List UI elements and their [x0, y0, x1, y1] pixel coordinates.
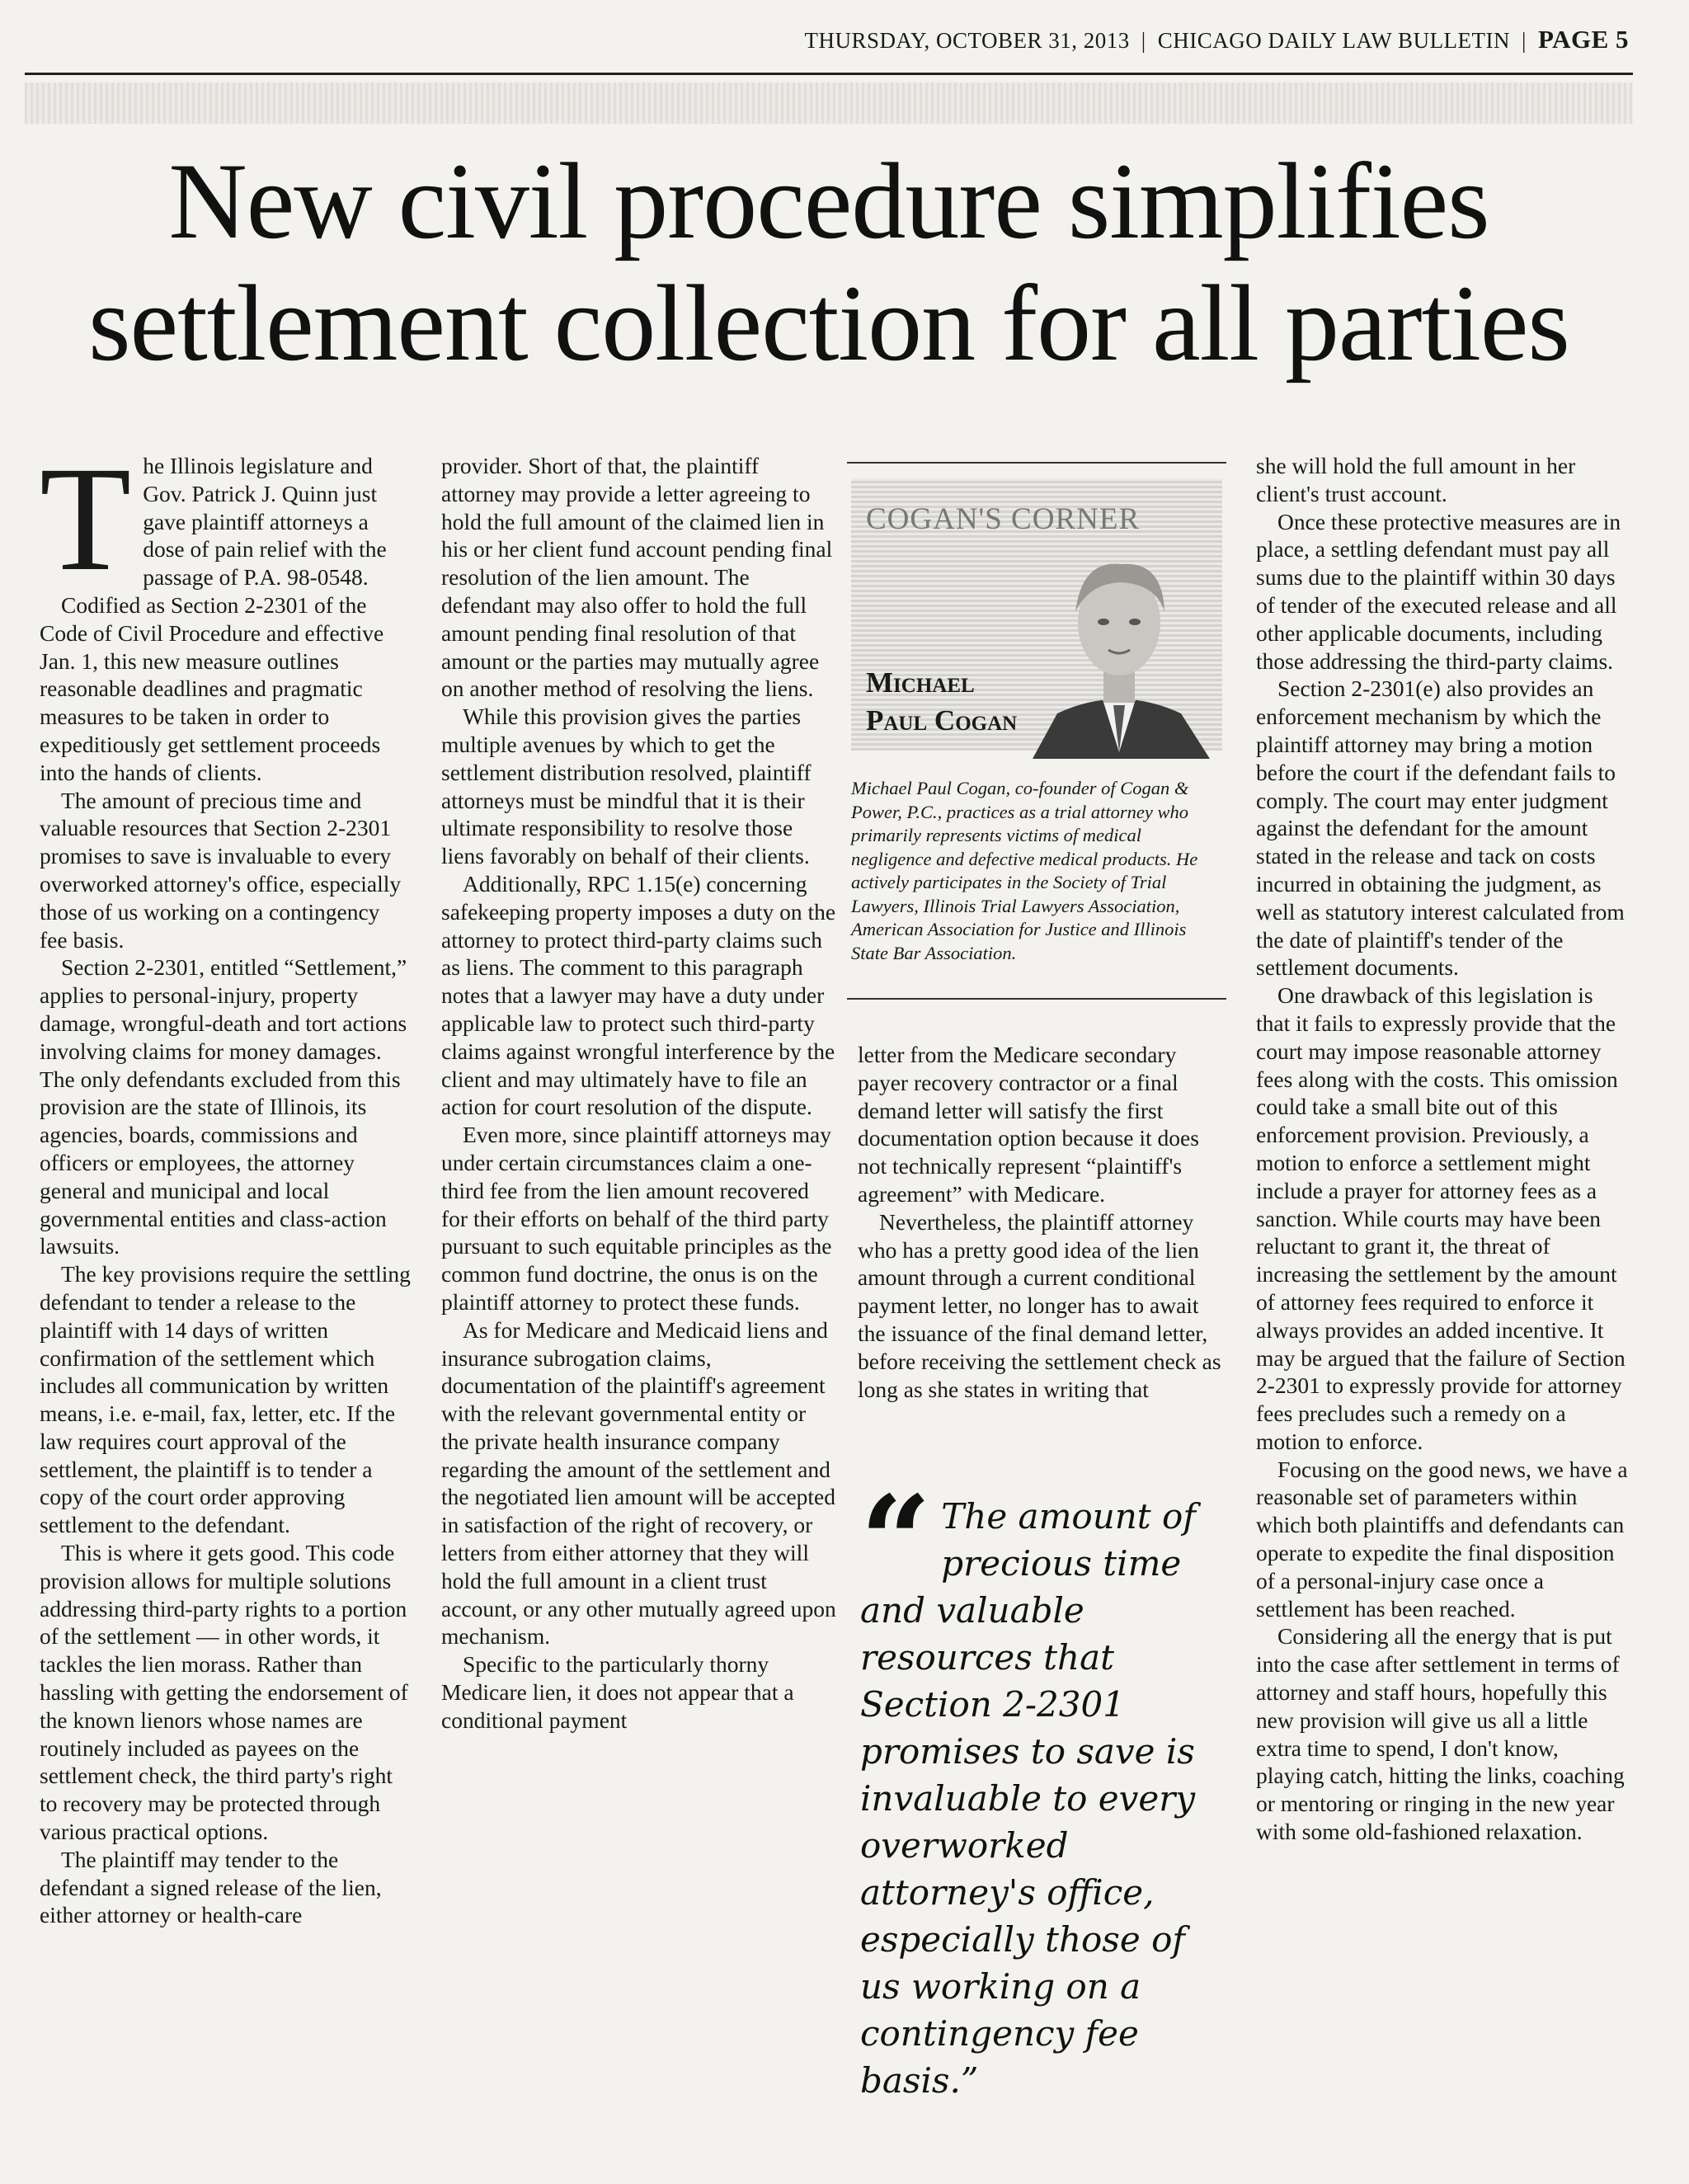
paragraph: Considering all the energy that is put into the case after settlement in terms of attorney and staff hours, hopefully this new provision will give us all a little extra time to spend, I don't know, playing catch, hitting the links, coaching or mentoring or ringing in the new year with some old-fashioned relaxation.: [1256, 1623, 1625, 1845]
paragraph: The amount of precious time and valuable resources that Section 2-2301 promises to save is invaluable to every overworked attorney's office, especially those of us working on a contingency fee basis.: [40, 787, 402, 953]
article-column-4: [1256, 452, 1631, 2180]
author-photo-panel: [851, 478, 1222, 751]
headline-line-2: settlement collection for all parties: [88, 262, 1569, 384]
pull-quote-text: The amount of precious time and valuable resources that Section 2-2301 promises to save is invaluable to every overworked attorney's office, especially those of us working on a contingency fee basis.”: [860, 1496, 1196, 2101]
halftone-band: [25, 82, 1633, 124]
author-name: Michael Paul Cogan: [866, 666, 1018, 737]
masthead: THURSDAY, OCTOBER 31, 2013 | CHICAGO DAILY LAW BULLETIN | PAGE 5: [804, 25, 1629, 54]
masthead-page: PAGE 5: [1537, 25, 1629, 54]
paragraph: Additionally, RPC 1.15(e) concerning safekeeping property imposes a duty on the attorney to protect third-party claims such as liens. The comment to this paragraph notes that a lawyer may have a duty under applicable law to protect such third-party claims against wrongful interference by the client and may ultimately have to file an action for court resolution of the dispute.: [441, 870, 836, 1120]
paragraph: The Illinois legislature and Gov. Patrick J. Quinn just gave plaintiff attorneys a dose of pain relief with the passage of P.A. 98-0548.: [40, 452, 387, 602]
quote-mark-icon: “: [860, 1469, 932, 1614]
paragraph: Section 2-2301(e) also provides an enforcement mechanism by which the plaintiff attorney may bring a motion before the court if the defendant fails to comply. The court may enter judgment against the defendant for the amount stated in the release and tack on costs incurred in obtaining the judgment, as well as statutory interest calculated from the date of plaintiff's tender of the settlement documents.: [1256, 675, 1625, 981]
masthead-rule: [25, 73, 1633, 75]
paragraph: This is where it gets good. This code provision allows for multiple solutions addressing third-party rights to a portion of the settlement — in other words, it tackles the lien morass. Rather than hassling with getting the endorsement of the known lienors whose names are routinely included as payees on the settlement check, the third party's right to recovery may be protected through various practical options.: [40, 1540, 408, 1845]
author-portrait-icon: [1024, 536, 1214, 759]
pull-quote: [860, 1469, 1227, 2169]
author-bio: Michael Paul Cogan, co-founder of Cogan & Power, P.C., practices as a trial attorney who primarily represents victims of medical negligence and defective medical products. He actively participates in the Society of Trial Lawyers, Illinois Trial Lawyers Association, American Association for Justice and Illinois State Bar Association.: [851, 778, 1198, 963]
paragraph: One drawback of this legislation is that it fails to expressly provide that the court may impose reasonable attorney fees along with the costs. This omission could take a small bite out of this enforcement provision. Previously, a motion to enforce a settlement might include a prayer for attorney fees as a sanction. While courts may have been reluctant to grant it, the threat of increasing the settlement by the amount of attorney fees required to enforce it always provides an added incentive. It may be argued that the failure of Section 2-2301 to expressly provide for attorney fees precludes such a remedy on a motion to enforce.: [1256, 982, 1625, 1454]
drop-cap: T: [40, 452, 132, 602]
paragraph: Focusing on the good news, we have a reasonable set of parameters within which both plaintiffs and defendants can operate to expedite the final disposition of a personal-injury case once a settlement has been reached.: [1256, 1456, 1628, 1622]
headline-line-1: New civil procedure simplifies: [168, 140, 1489, 261]
article-column-1: [40, 452, 412, 2180]
article-column-3: [858, 1041, 1227, 1478]
column-label: COGAN'S CORNER: [866, 502, 1141, 536]
masthead-date: THURSDAY, OCTOBER 31, 2013: [804, 28, 1130, 53]
paragraph: provider. Short of that, the plaintiff attorney may provide a letter agreeing to hold the full amount of the claimed lien in his or her client fund account pending final resolution of the lien amount. The defendant may also offer to hold the full amount pending final resolution of that amount or the parties may mutually agree on another method of resolving the liens.: [441, 453, 833, 702]
paragraph: Section 2-2301, entitled “Settlement,” applies to personal-injury, property damage, wrongful-death and tort actions involving claims for money damages. The only defendants excluded from this provision are the state of Illinois, its agencies, boards, commissions and officers or employees, the attorney general and municipal and local governmental entities and class-action lawsuits.: [40, 954, 407, 1259]
paragraph: Codified as Section 2-2301 of the Code of Civil Procedure and effective Jan. 1, this new measure outlines reasonable deadlines and pragmatic measures to be taken in order to expeditiously get settlement proceeds into the hands of clients.: [40, 591, 384, 785]
paragraph: The plaintiff may tender to the defendant a signed release of the lien, either attorney or health-care: [40, 1846, 382, 1928]
headline: [25, 140, 1633, 384]
masthead-paper: CHICAGO DAILY LAW BULLETIN: [1157, 28, 1511, 53]
author-box: [847, 462, 1226, 1000]
article-column-2: [441, 452, 837, 2180]
paragraph: Even more, since plaintiff attorneys may under certain circumstances claim a one-third fee from the lien amount recovered for their efforts on behalf of the third party pursuant to such equitable principles as the common fund doctrine, the onus is on the plaintiff attorney to protect these funds.: [441, 1122, 832, 1315]
paragraph: she will hold the full amount in her client's trust account.: [1256, 453, 1576, 506]
paragraph: While this provision gives the parties multiple avenues by which to get the settlement distribution resolved, plaintiff attorneys must be mindful that it is their ultimate responsibility to resolve those liens favorably on behalf of their clients.: [441, 704, 812, 869]
paragraph: The key provisions require the settling defendant to tender a release to the plaintiff with 14 days of written confirmation of the settlement which includes all communication by written means, i.e. e-mail, fax, letter, etc. If the law requires court approval of the settlement, the plaintiff is to tender a copy of the court order approving settlement to the defendant.: [40, 1261, 411, 1538]
paragraph: Once these protective measures are in place, a settling defendant must pay all sums due to the plaintiff within 30 days of tender of the executed release and all other applicable documents, including those addressing the third-party claims.: [1256, 508, 1621, 674]
paragraph: As for Medicare and Medicaid liens and insurance subrogation claims, documentation of the plaintiff's agreement with the relevant governmental entity or the private health insurance company regarding the amount of the settlement and the negotiated lien amount will be accepted in satisfaction of the right of recovery, or letters from either attorney that they will hold the full amount in a client trust account, or any other mutually agreed upon mechanism.: [441, 1316, 836, 1650]
paragraph: Specific to the particularly thorny Medicare lien, it does not appear that a conditional payment: [441, 1651, 794, 1733]
paragraph: Nevertheless, the plaintiff attorney who has a pretty good idea of the lien amount through a current conditional payment letter, no longer has to await the issuance of the final demand letter, before receiving the settlement check as long as she states in writing that: [858, 1208, 1221, 1402]
paragraph: letter from the Medicare secondary payer recovery contractor or a final demand letter will satisfy the first documentation option because it does not technically represent “plaintiff's agreement” with Medicare.: [858, 1042, 1199, 1207]
